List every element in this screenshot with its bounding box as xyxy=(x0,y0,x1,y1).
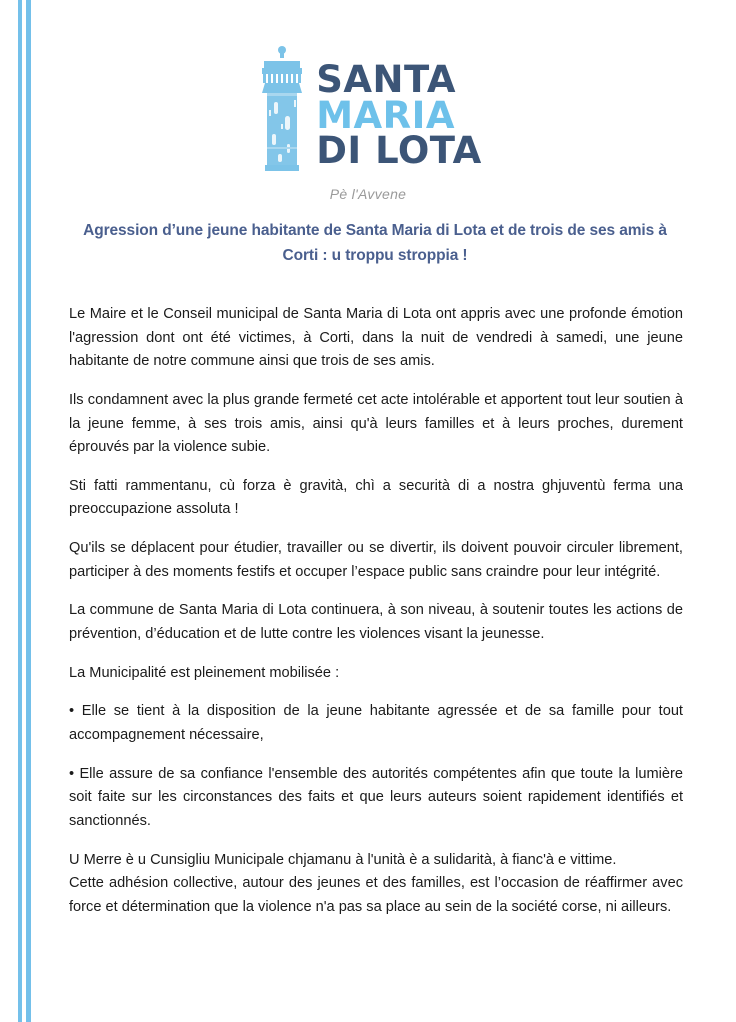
article-body xyxy=(69,303,683,919)
logo-tagline: Pè l'Avvene xyxy=(329,186,407,202)
bullet-support: • Elle se tient à la disposition de la jeune habitante agressée et de sa famille pour tout accompagnement nécessaire, xyxy=(69,703,683,743)
paragraph-closing: Cette adhésion collective, autour des jeunes et des familles, est l’occasion de réaffirmer avec force et détermination que la violence n'a pas sa place au sein de la société corse, ni ailleurs. xyxy=(69,875,683,915)
logo-line-santa: SANTA xyxy=(316,58,456,101)
paragraph-corsican-call: U Merre è u Cunsigliu Municipale chjamanu à l'unità è a sulidarità, à fianc'à e vittime. xyxy=(69,851,617,868)
paragraph-commune-commitment: La commune de Santa Maria di Lota continuera, à son niveau, à soutenir toutes les actions de prévention, d’éducation et de lutte contre les violences visant la jeunesse. xyxy=(69,602,683,643)
paragraph-freedom-of-movement: Qu'ils se déplacent pour étudier, travailler ou se divertir, ils doivent pouvoir circuler librement, participer à des moments festifs et occuper l’espace public sans craindre pour leur intégrité. xyxy=(69,540,683,580)
logo-block xyxy=(0,40,736,202)
logo-line-di-lota: DI LOTA xyxy=(316,129,482,173)
page-title: Agression d’une jeune habitante de Santa Maria di Lota et de trois de ses amis à Corti : u troppu stroppia ! xyxy=(83,222,667,265)
paragraph-intro: Le Maire et le Conseil municipal de Santa Maria di Lota ont appris avec une profonde émotion l'agression dont ont été victimes, à Corti, dans la nuit de vendredi à samedi, une jeune habitante de notre commune ainsi que trois de ses amis. xyxy=(69,306,683,370)
logo-line-maria: MARIA xyxy=(316,93,456,137)
paragraph-corsican-concern: Sti fatti rammentanu, cù forza è gravità, chì a securità di a nostra ghjuventù ferma una preoccupazione assoluta ! xyxy=(69,477,683,518)
paragraph-municipality-mobilized: La Municipalité est pleinement mobilisée : xyxy=(69,664,340,681)
logo-wordmark xyxy=(316,40,482,173)
genoese-tower-icon xyxy=(254,44,310,172)
logo-lockup xyxy=(254,40,482,172)
paragraph-condemnation: Ils condamnent avec la plus grande fermeté cet acte intolérable et apportent tout leur soutien à la jeune femme, à ses trois amis, ainsi qu'à leurs familles et à leurs proches, durement éprouvés par la violence subie. xyxy=(69,391,683,456)
bullet-authorities: • Elle assure de sa confiance l'ensemble des autorités compétentes afin que toute la lumière soit faite sur les circonstances des faits et que leurs auteurs soient rapidement identifiés et sanctionnés. xyxy=(69,765,683,829)
